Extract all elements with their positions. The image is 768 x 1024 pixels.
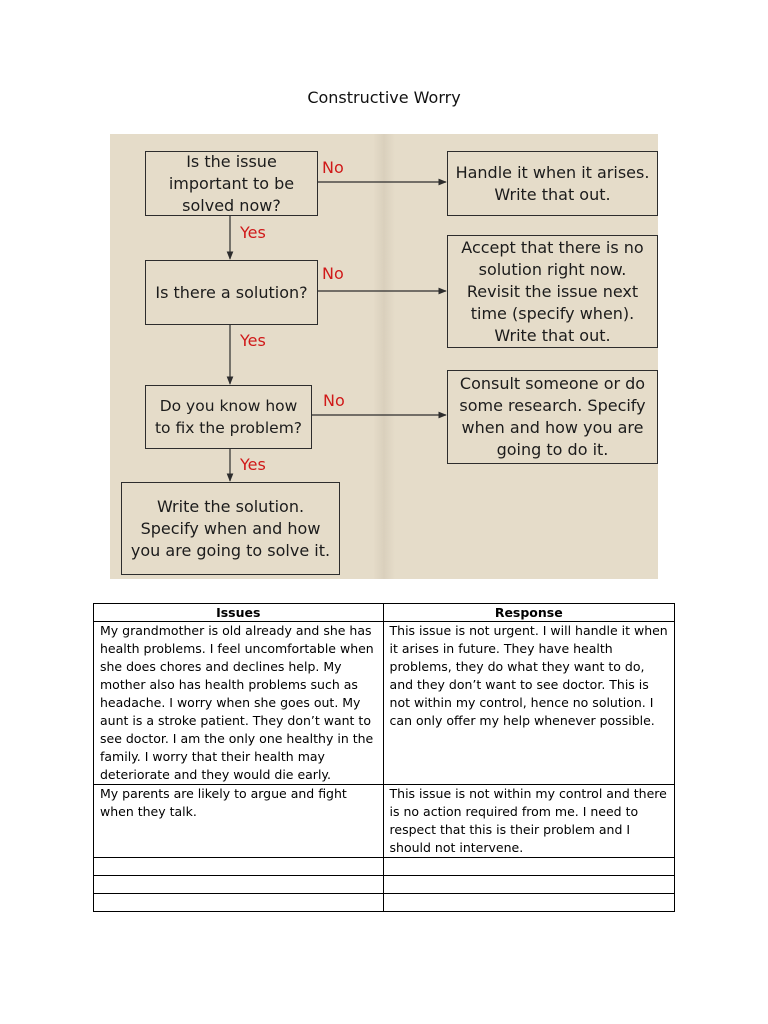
empty-cell [94, 876, 384, 894]
answer-box-consult: Consult someone or do some research. Specify when and how you are going to do it. [447, 370, 658, 464]
answer-box-accept: Accept that there is no solution right now. Revisit the issue next time (specify when). Write that out. [447, 235, 658, 348]
response-cell: This issue is not within my control and there is no action required from me. I need to respect that this is their problem and I should not intervene. [383, 785, 674, 858]
issues-table [93, 603, 675, 912]
no-label-1: No [322, 158, 344, 177]
issue-cell: My grandmother is old already and she has health problems. I feel uncomfortable when she does chores and declines help. My mother also has health problems such as headache. I worry when she goes out. My aunt is a stroke patient. They don’t want to see doctor. I am the only one healthy in the family. I worry that their health may deteriorate and they would die early. [94, 622, 384, 785]
table-header-row [94, 604, 675, 622]
issue-cell: My parents are likely to argue and fight when they talk. [94, 785, 384, 858]
final-box-write-solution: Write the solution. Specify when and how you are going to solve it. [121, 482, 340, 575]
no-label-3: No [323, 391, 345, 410]
question-box-important: Is the issue important to be solved now? [145, 151, 318, 216]
table-row [94, 785, 675, 858]
question-box-solution: Is there a solution? [145, 260, 318, 325]
empty-table-row [94, 858, 675, 876]
empty-cell [94, 858, 384, 876]
table-row [94, 622, 675, 785]
empty-cell [94, 894, 384, 912]
response-cell: This issue is not urgent. I will handle it when it arises in future. They have health problems, they do what they want to do, and they don’t want to see doctor. This is not within my control, hence no solution. I can only offer my help whenever possible. [383, 622, 674, 785]
yes-label-3: Yes [240, 455, 266, 474]
empty-cell [383, 876, 674, 894]
empty-cell [383, 858, 674, 876]
question-box-know-how: Do you know how to fix the problem? [145, 385, 312, 449]
yes-label-2: Yes [240, 331, 266, 350]
yes-label-1: Yes [240, 223, 266, 242]
answer-box-handle: Handle it when it arises. Write that out. [447, 151, 658, 216]
empty-cell [383, 894, 674, 912]
flowchart-image [110, 134, 658, 579]
header-response: Response [383, 604, 674, 622]
empty-table-row [94, 876, 675, 894]
empty-table-row [94, 894, 675, 912]
header-issues: Issues [94, 604, 384, 622]
document-title: Constructive Worry [307, 88, 461, 107]
no-label-2: No [322, 264, 344, 283]
